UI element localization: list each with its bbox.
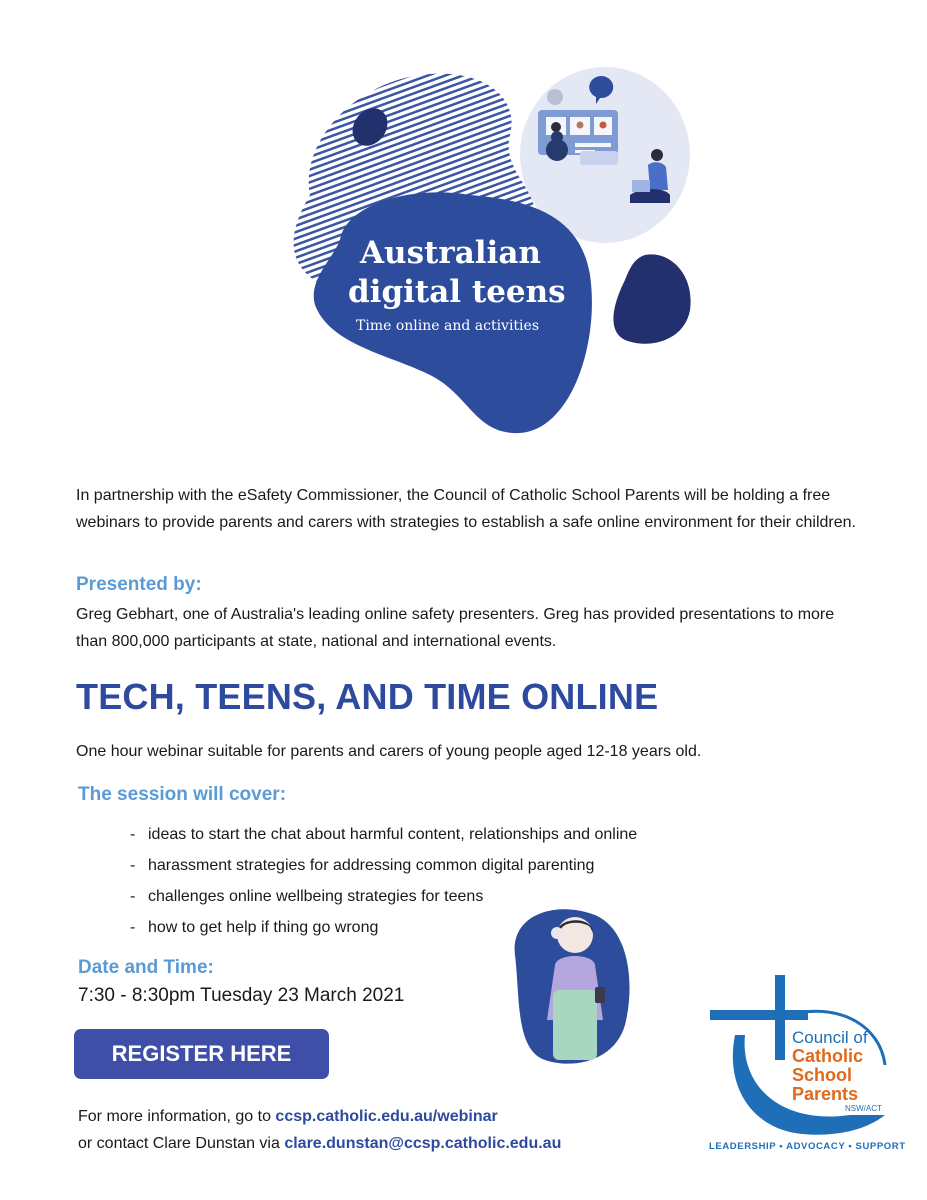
session-item-text: harassment strategies for addressing common digital parenting — [148, 857, 595, 874]
hero-subtitle: Time online and activities — [356, 318, 540, 334]
email-link[interactable]: clare.dunstan@ccsp.catholic.edu.au — [284, 1135, 562, 1152]
hero-title-line2: digital teens — [348, 274, 566, 310]
logo-line5: NSW/ACT — [845, 1104, 882, 1113]
presenter-text: Greg Gebhart, one of Australia's leading online safety presenters. Greg has provided presentations to more than 800,000 participants at state, national and international events. — [76, 606, 835, 650]
register-button[interactable]: REGISTER HERE — [74, 1029, 329, 1079]
girl-phone-illustration — [495, 895, 645, 1070]
main-blue-blob — [314, 192, 592, 433]
logo-line2: Catholic — [792, 1046, 864, 1066]
logo-line4: Parents — [792, 1084, 859, 1104]
date-heading: Date and Time: — [78, 957, 214, 978]
session-item: - harassment strategies for addressing common digital parenting — [130, 857, 595, 874]
ccsp-logo — [700, 965, 900, 1155]
webinar-link[interactable]: ccsp.catholic.edu.au/webinar — [275, 1108, 498, 1125]
profile-dot-icon — [547, 89, 563, 105]
message-bubble-icon — [580, 151, 618, 165]
intro-paragraph: In partnership with the eSafety Commissioner, the Council of Catholic School Parents will be holding a free webinars to provide parents and carers with strategies to establish a safe online environment for their children. — [76, 487, 856, 531]
logo-line3: School — [792, 1065, 853, 1085]
session-item: - ideas to start the chat about harmful content, relationships and online — [130, 826, 638, 843]
contact-prefix-2: or contact Clare Dunstan via — [78, 1135, 280, 1152]
contact-line-2 — [78, 1130, 561, 1157]
contact-info — [78, 1103, 561, 1157]
session-item: - challenges online wellbeing strategies for teens — [130, 888, 484, 905]
session-heading: The session will cover: — [78, 784, 287, 805]
session-item-text: ideas to start the chat about harmful content, relationships and online — [148, 826, 638, 843]
dark-blob-right — [613, 254, 690, 343]
logo-tagline: LEADERSHIP • ADVOCACY • SUPPORT — [709, 1141, 906, 1152]
date-value: 7:30 - 8:30pm Tuesday 23 March 2021 — [78, 985, 405, 1006]
presented-by-heading: Presented by: — [76, 574, 202, 595]
hero-title-line1: Australian — [360, 235, 541, 271]
session-item-text: challenges online wellbeing strategies for teens — [148, 888, 484, 905]
contact-line-1 — [78, 1103, 561, 1130]
session-item: - how to get help if thing go wrong — [130, 919, 379, 936]
session-item-text: how to get help if thing go wrong — [148, 919, 379, 936]
webinar-title: TECH, TEENS, AND TIME ONLINE — [76, 676, 659, 717]
hero-illustration — [270, 55, 700, 440]
logo-line1: Council of — [792, 1028, 868, 1047]
contact-prefix-1: For more information, go to — [78, 1108, 271, 1125]
webinar-description: One hour webinar suitable for parents and carers of young people aged 12-18 years old. — [76, 743, 702, 760]
